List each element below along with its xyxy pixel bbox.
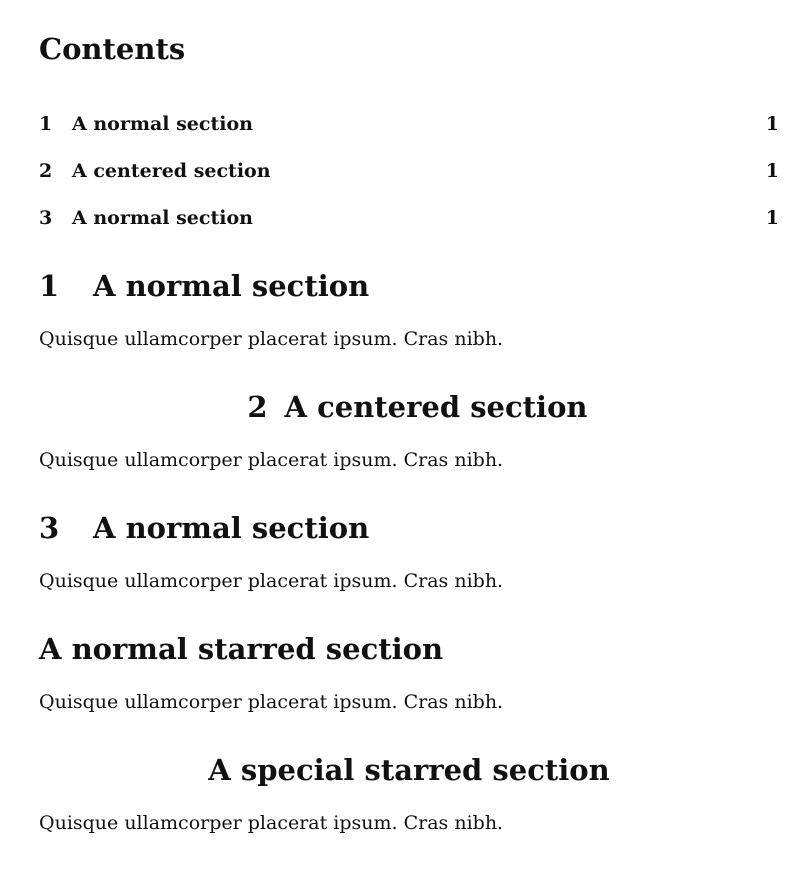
toc-entry-page: 1 [765, 113, 779, 135]
section-1-body: Quisque ullamcorper placerat ipsum. Cras nibh. [39, 328, 504, 350]
contents-heading: Contents [39, 32, 186, 66]
toc-entry-3[interactable] [39, 205, 779, 231]
section-title: A normal section [93, 511, 370, 545]
section-number: 2 [247, 390, 268, 424]
section-2-body: Quisque ullamcorper placerat ipsum. Cras nibh. [39, 449, 504, 471]
special-starred-section-heading: A special starred section [208, 753, 610, 787]
toc-entry-title: A normal section [72, 113, 253, 135]
special-starred-section-body: Quisque ullamcorper placerat ipsum. Cras nibh. [39, 812, 504, 834]
toc-entry-number: 1 [39, 113, 53, 135]
section-3-heading [39, 510, 369, 546]
section-number: 1 [39, 269, 60, 303]
section-title: A normal section [93, 269, 370, 303]
toc-entry-1[interactable] [39, 111, 779, 137]
toc-entry-title: A centered section [72, 160, 271, 182]
toc-entry-2[interactable] [39, 158, 779, 184]
starred-section-body: Quisque ullamcorper placerat ipsum. Cras nibh. [39, 691, 504, 713]
toc-entry-number: 3 [39, 207, 53, 229]
toc-entry-title: A normal section [72, 207, 253, 229]
starred-section-heading: A normal starred section [39, 632, 444, 666]
section-number: 3 [39, 511, 60, 545]
toc-entry-page: 1 [765, 207, 779, 229]
section-2-heading [0, 389, 800, 425]
section-title: A centered section [284, 390, 588, 424]
toc-entry-number: 2 [39, 160, 53, 182]
toc-entry-page: 1 [765, 160, 779, 182]
section-3-body: Quisque ullamcorper placerat ipsum. Cras nibh. [39, 570, 504, 592]
section-1-heading [39, 268, 369, 304]
